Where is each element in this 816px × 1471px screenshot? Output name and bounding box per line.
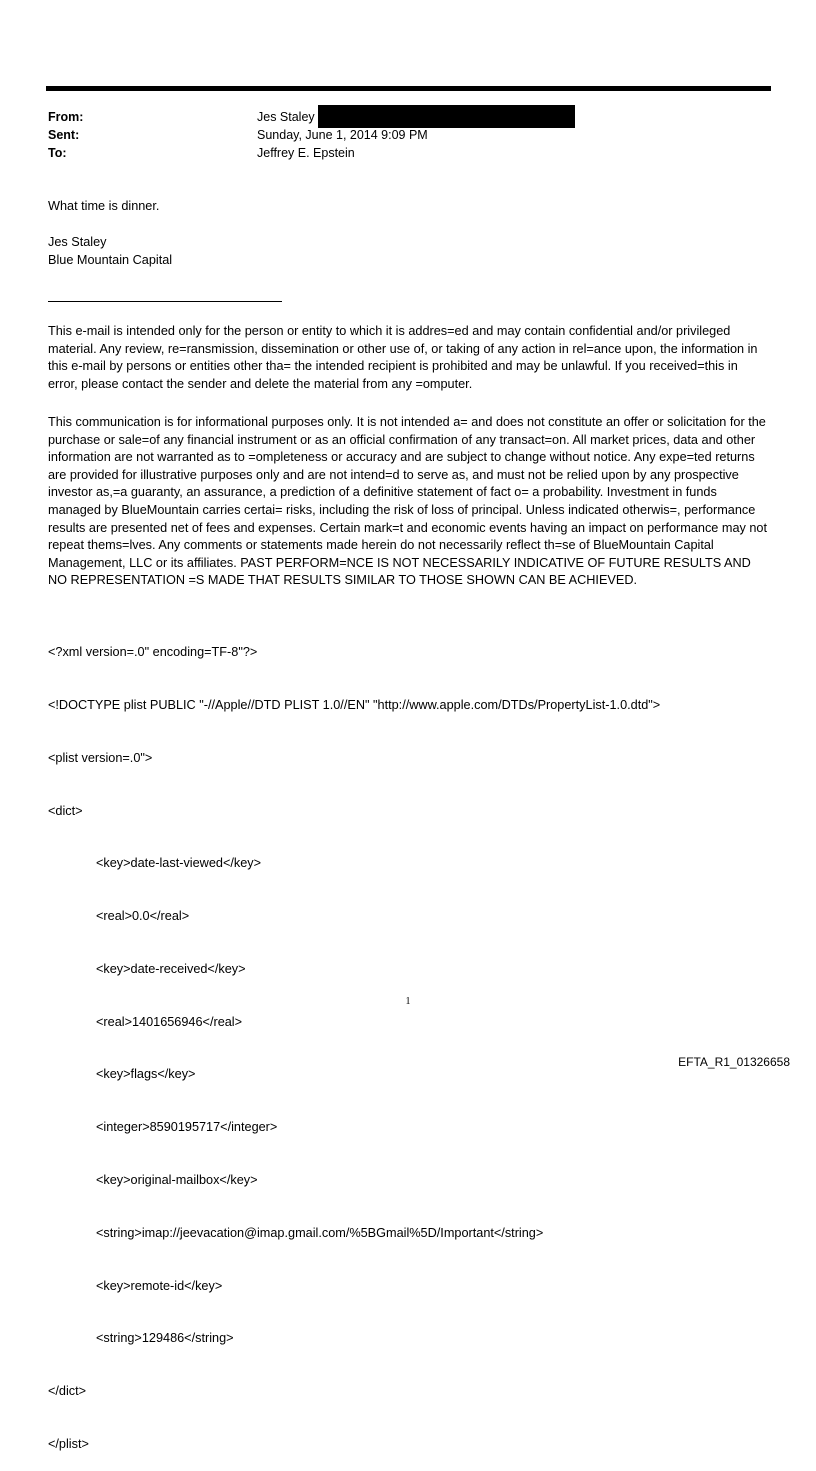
- xml-line: <real>1401656946</real>: [96, 1014, 243, 1029]
- from-label: From:: [48, 110, 84, 124]
- to-value: Jeffrey E. Epstein: [257, 146, 355, 160]
- signature-name: Jes Staley: [48, 235, 107, 249]
- from-row: [48, 108, 83, 126]
- to-label: To:: [48, 146, 67, 160]
- sent-row: [48, 126, 79, 144]
- xml-line: <key>date-last-viewed</key>: [96, 856, 262, 871]
- xml-line: <integer>8590195717</integer>: [96, 1120, 278, 1135]
- bates-number: EFTA_R1_01326658: [678, 1055, 790, 1069]
- sent-label: Sent:: [48, 128, 80, 142]
- disclaimer-confidentiality: [48, 323, 770, 393]
- disclaimer-informational: [48, 414, 770, 590]
- xml-line: </plist>: [48, 1436, 89, 1451]
- header-rule: [46, 86, 771, 91]
- message-body: What time is dinner.: [48, 199, 160, 213]
- redaction-box: [318, 105, 575, 128]
- xml-line: <!DOCTYPE plist PUBLIC "-//Apple//DTD PLIST 1.0//EN" "http://www.apple.com/DTDs/PropertyList-1.0.dtd">: [48, 697, 661, 712]
- xml-line: <string>129486</string>: [96, 1331, 234, 1346]
- xml-line: <string>imap://jeevacation@imap.gmail.com/%5BGmail%5D/Important</string>: [96, 1225, 544, 1240]
- signature-divider: [48, 301, 282, 302]
- xml-line: <key>remote-id</key>: [96, 1278, 223, 1293]
- xml-line: <?xml version=.0" encoding=TF-8"?>: [48, 645, 258, 660]
- xml-line: <dict>: [48, 803, 83, 818]
- xml-line: <key>flags</key>: [96, 1067, 196, 1082]
- xml-line: <plist version=.0">: [48, 750, 153, 765]
- from-value: Jes Staley: [257, 110, 315, 124]
- to-row: [48, 144, 67, 162]
- xml-line: <key>original-mailbox</key>: [96, 1173, 258, 1187]
- xml-line: </dict>: [48, 1384, 87, 1399]
- xml-line: <real>0.0</real>: [96, 909, 190, 924]
- plist-xml-block: [48, 609, 660, 1471]
- xml-line: <key>date-received</key>: [96, 961, 246, 976]
- signature-company: Blue Mountain Capital: [48, 253, 173, 267]
- disclaimer-paragraph-1: This e-mail is intended only for the person or entity to which it is addres=ed and may contain confidential and/or privileged material. Any review, re=ransmission, dissemination or other use of, or taking of any action in rel=ance upon, the information in this e-mail by persons or entities other tha= the intended recipient is prohibited and may be unlawful. If you received=this in error, please contact the sender and delete the material from any =omputer.: [48, 324, 758, 391]
- sent-value: Sunday, June 1, 2014 9:09 PM: [257, 128, 428, 142]
- page-number: 1: [405, 996, 411, 1007]
- disclaimer-paragraph-2: This communication is for informational purposes only. It is not intended a= and does not constitute an offer or solicitation for the purchase or sale=of any financial instrument or as an official confirmation of any transact=on. All market prices, data and other information are not warranted as to =ompleteness or accuracy and are subject to change without notice. Any expe=ted returns are provided for illustrative purposes only and are not intend=d to serve as, and must not be relied upon by any prospective investor as,=a guaranty, an assurance, a prediction of a definitive statement of fact o= a probability. Investment in funds managed by BlueMountain carries certai= risks, including the risk of loss of principal. Unless indicated otherwis=, performance results are presented net of fees and expenses. Certain mark=t and economic events having an impact on performance may not repeat thems=lves. Any comments or statements made herein do not necessarily reflect th=se of BlueMountain Capital Management, LLC or its affiliates. PAST PERFORM=NCE IS NOT NECESSARILY INDICATIVE OF FUTURE RESULTS AND NO REPRESENTATION =S MADE THAT RESULTS SIMILAR TO THOSE SHOWN CAN BE ACHIEVED.: [48, 415, 768, 588]
